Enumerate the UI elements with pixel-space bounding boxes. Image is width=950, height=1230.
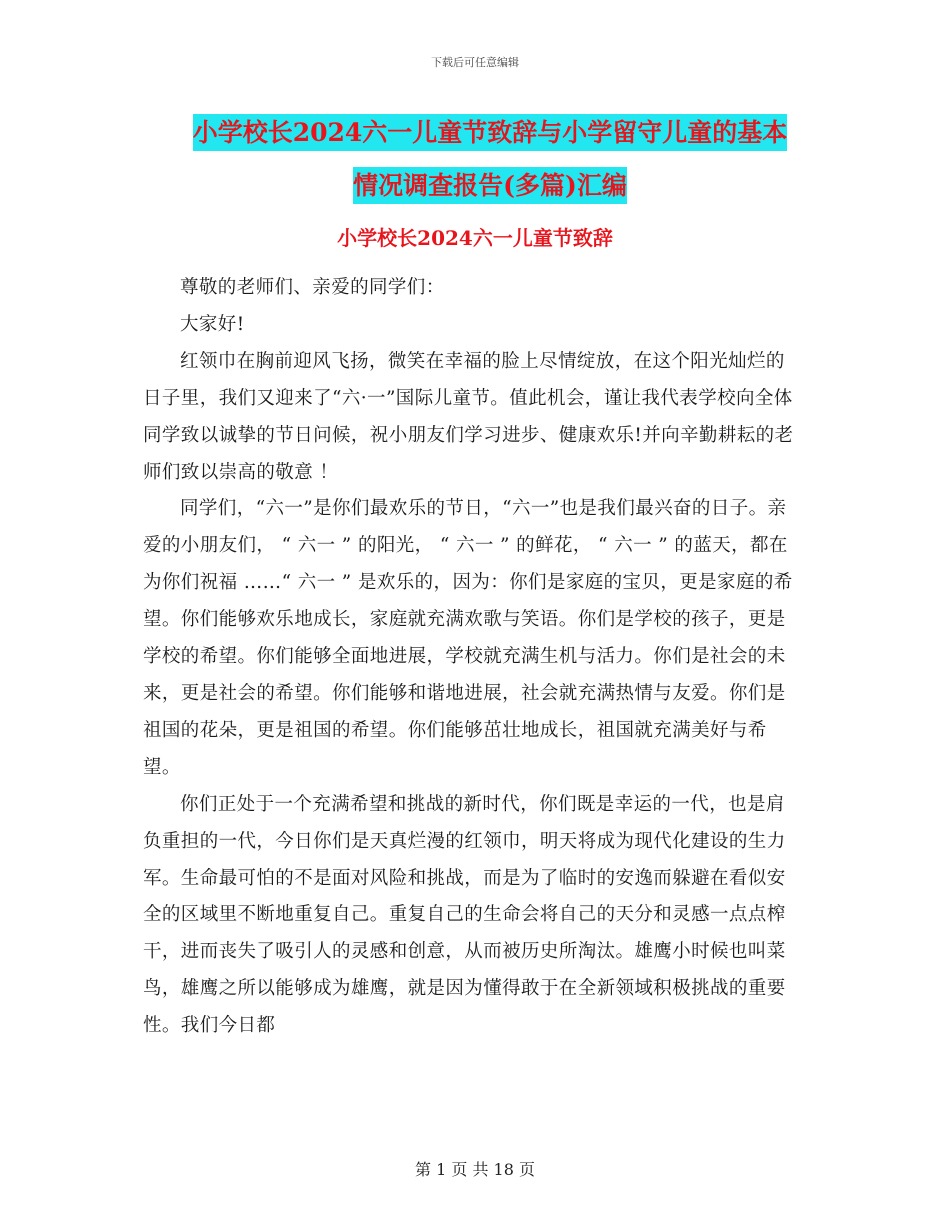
body-paragraph: 你们正处于一个充满希望和挑战的新时代，你们既是幸运的一代，也是肩负重担的一代，今日你们是天真烂漫的红领巾，明天将成为现代化建设的生力军。生命最可怕的不是面对风险和挑战，而是为了临时的安逸而躲避在看似安全的区域里不断地重复自己。重复自己的生命会将自己的天分和灵感一点点榨干，进而丧失了吸引人的灵感和创意，从而被历史所淘汰。雄鹰小时候也叫菜鸟，雄鹰之所以能够成为雄鹰，就是因为懂得敢于在全新领域积极挑战的重要性。我们今日都 — [143, 793, 786, 1037]
body-paragraph: 同学们，“六一”是你们最欢乐的节日，“六一”也是我们最兴奋的日子。亲爱的小朋友们， “ 六一 ” 的阳光， “ 六一 ” 的鲜花， “ 六一 ” 的蓝天，都在为你们祝福 ……“ 六一 ” 是欢乐的，因为：你们是家庭的宝贝，更是家庭的希望。你们能够欢乐地成长，家庭就充满欢歌与笑语。你们是学校的孩子，更是学校的希望。你们能够全面地进展，学校就充满生机与活力。你们是社会的未来，更是社会的希望。你们能够和谐地进展，社会就充满热情与友爱。你们是祖国的花朵，更是祖国的希望。你们能够茁壮地成长，祖国就充满美好与希望。 — [143, 498, 793, 778]
section-heading: 小学校长2024六一儿童节致辞 — [337, 226, 613, 250]
document-title — [140, 106, 840, 212]
page-header-note: 下载后可任意编辑 — [431, 56, 519, 69]
page-number-footer: 第 1 页 共 18 页 — [415, 1160, 535, 1179]
document-title-line-1: 小学校长2024六一儿童节致辞与小学留守儿童的基本 — [193, 114, 788, 151]
document-body — [143, 270, 803, 1045]
document-title-line-2: 情况调查报告(多篇)汇编 — [353, 167, 627, 204]
body-paragraph: 红领巾在胸前迎风飞扬，微笑在幸福的脸上尽情绽放，在这个阳光灿烂的日子里，我们又迎来了“六·一”国际儿童节。值此机会，谨让我代表学校向全体同学致以诚挚的节日问候，祝小朋友们学习进步、健康欢乐!并向辛勤耕耘的老师们致以崇高的敬意 ！ — [143, 350, 794, 483]
salutation: 尊敬的老师们、亲爱的同学们： — [180, 277, 445, 298]
greeting: 大家好! — [180, 313, 245, 335]
